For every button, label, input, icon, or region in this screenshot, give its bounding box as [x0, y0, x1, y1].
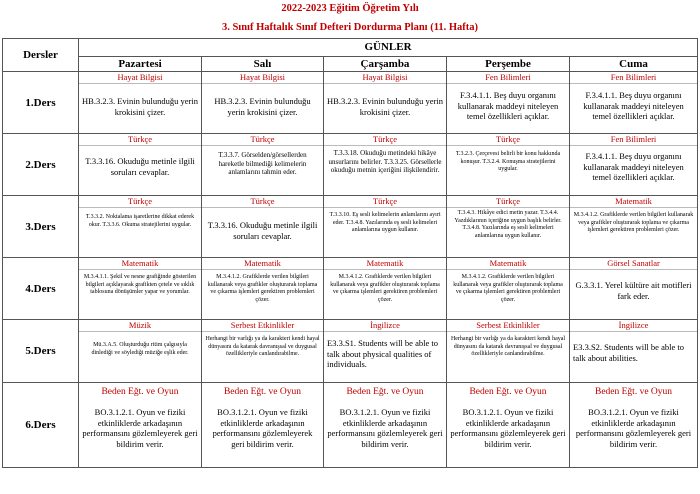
objective-text: HB.3.2.3. Evinin bulunduğu yerin krokisini çizer.: [214, 96, 311, 117]
objective-text: M.3.4.1.2. Grafiklerde verilen bilgileri kullanarak veya grafikler oluşturarak toplama ve çıkarma işlemleri gerektiren problemleri çözer.: [207, 274, 318, 303]
subject-label: Görsel Sanatlar: [570, 258, 697, 270]
plan-cell: [79, 320, 202, 383]
row-label: 4.Ders: [3, 258, 79, 320]
subject-label: Beden Eğt. ve Oyun: [346, 387, 424, 397]
subject-label: Matematik: [447, 258, 569, 270]
subject-label: Matematik: [324, 258, 446, 270]
objective-text: HB.3.2.3. Evinin bulunduğu yerin krokisini çizer.: [327, 96, 443, 117]
row-label: 5.Ders: [3, 320, 79, 383]
objective-text: Herhangi bir varlığı ya da karakteri kendi hayal dünyasını da katarak davranışsal ve duygusal özellikleriyle canlandırabilme.: [450, 336, 566, 357]
objective-text: T.3.3.7. Görselden/görsellerden hareketle bilmediği kelimelerin anlamlarını tahmin eder.: [218, 151, 307, 176]
subject-label: Müzik: [79, 320, 201, 332]
plan-cell: [324, 383, 447, 468]
plan-cell: [447, 72, 570, 134]
subject-label: Fen Bilimleri: [570, 134, 697, 146]
subject-label: Beden Eğt. ve Oyun: [101, 387, 179, 397]
subject-label: Hayat Bilgisi: [79, 72, 201, 84]
objective-text: M.3.4.1.2. Grafiklerde verilen bilgileri kullanarak veya grafikler oluşturarak toplama ve çıkarma işlemleri gerektiren problemleri çözer.: [453, 274, 563, 303]
day-header-cuma: Cuma: [570, 57, 698, 72]
table-row: [3, 196, 698, 258]
objective-text: G.3.3.1. Yerel kültüre ait motifleri fark eder.: [575, 280, 692, 301]
plan-cell: [202, 383, 324, 468]
objective-text: T.3.3.10. Eş sesli kelimelerin anlamlarını ayırt eder. T.3.4.8. Yazılarında eş sesli kelimeleri anlamlarına uygun kullanır.: [329, 212, 441, 233]
plan-cell: [79, 72, 202, 134]
plan-cell: [79, 383, 202, 468]
plan-cell: [202, 320, 324, 383]
objective-text: Mü.3.A.5. Oluşturduğu ritim çalgısıyla dinlediği ve söylediği müziğe eşlik eder.: [91, 342, 189, 356]
table-row: [3, 258, 698, 320]
objective-text: F.3.4.1.1. Beş duyu organını kullanarak maddeyi niteleyen temel özellikleri açıklar.: [457, 90, 559, 121]
subject-label: Türkçe: [447, 196, 569, 208]
plan-cell: [324, 258, 447, 320]
plan-cell: [79, 258, 202, 320]
plan-cell: [79, 134, 202, 196]
subject-label: Matematik: [570, 196, 697, 208]
objective-text: E3.3.S2. Students will be able to talk about abilities.: [573, 342, 684, 363]
subject-label: Türkçe: [202, 196, 323, 208]
subject-label: Türkçe: [202, 134, 323, 146]
weekly-plan-table: [2, 38, 698, 468]
row-label: 3.Ders: [3, 196, 79, 258]
subject-label: Fen Bilimleri: [570, 72, 697, 84]
plan-cell: [202, 72, 324, 134]
objective-text: M.3.4.1.2. Grafiklerde verilen bilgileri kullanarak veya grafikler oluşturarak toplama ve çıkarma işlemleri gerektiren problemleri çözer.: [330, 274, 440, 303]
table-row: [3, 383, 698, 468]
subject-label: Hayat Bilgisi: [324, 72, 446, 84]
objective-text: BO.3.1.2.1. Oyun ve fiziki etkinliklerde arkadaşının performansını gözlemleyerek geri bildirim verir.: [212, 407, 313, 449]
plan-cell: [202, 134, 324, 196]
subject-label: Matematik: [79, 258, 201, 270]
subject-label: Türkçe: [324, 196, 446, 208]
subject-label: Fen Bilimleri: [447, 72, 569, 84]
dersler-header: Dersler: [3, 39, 79, 72]
day-header-sali: Salı: [202, 57, 324, 72]
objective-text: F.3.4.1.1. Beş duyu organını kullanarak maddeyi niteleyen temel özellikleri açıklar.: [583, 151, 684, 182]
objective-text: BO.3.1.2.1. Oyun ve fiziki etkinliklerde arkadaşının performansını gözlemleyerek geri bildirim verir.: [450, 407, 566, 449]
subject-label: Beden Eğt. ve Oyun: [469, 387, 547, 397]
plan-cell: [447, 320, 570, 383]
objective-text: BO.3.1.2.1. Oyun ve fiziki etkinliklerde arkadaşının performansını gözlemleyerek geri bildirim verir.: [575, 407, 692, 449]
row-label: 1.Ders: [3, 72, 79, 134]
plan-cell: [324, 134, 447, 196]
plan-cell: [324, 72, 447, 134]
gunler-header: GÜNLER: [79, 39, 698, 57]
table-row: [3, 134, 698, 196]
plan-cell: [324, 320, 447, 383]
objective-text: BO.3.1.2.1. Oyun ve fiziki etkinliklerde arkadaşının performansını gözlemleyerek geri bildirim verir.: [327, 407, 443, 449]
row-label: 2.Ders: [3, 134, 79, 196]
plan-cell: [570, 134, 698, 196]
objective-text: T.3.2.3. Çerçevesi belirli bir konu hakkında konuşur. T.3.2.4. Konuşma stratejilerini uygular.: [455, 151, 561, 172]
subject-label: Matematik: [202, 258, 323, 270]
objective-text: M.3.4.1.1. Şekil ve nesne grafiğinde gösterilen bilgileri açıklayarak grafikten çetele ve sıklık tablosuna dönüşümler yapar ve yorumlar.: [83, 274, 197, 295]
objective-text: T.3.4.3. Hikâye edici metin yazar. T.3.4.4. Yazdıklarının içeriğine uygun başlık belirler. T.3.4.8. Yazılarında eş sesli kelimeleri anlamlarına uygun kullanır.: [454, 210, 562, 239]
table-row: [3, 320, 698, 383]
day-header-persembe: Perşembe: [447, 57, 570, 72]
subject-label: Serbest Etkinlikler: [202, 320, 323, 332]
plan-cell: [570, 320, 698, 383]
plan-cell: [79, 196, 202, 258]
plan-cell: [570, 196, 698, 258]
day-header-pazartesi: Pazartesi: [79, 57, 202, 72]
subject-label: İngilizce: [324, 320, 446, 332]
objective-text: T.3.3.2. Noktalama işaretlerine dikkat ederek okur. T.3.3.6. Okuma stratejilerini uygular.: [85, 214, 195, 228]
plan-cell: [202, 258, 324, 320]
objective-text: M.3.4.1.2. Grafiklerde verilen bilgileri kullanarak veya grafikler oluşturarak toplama ve çıkarma işlemleri gerektiren problemleri çözer.: [573, 212, 694, 233]
plan-cell: [570, 383, 698, 468]
objective-text: T.3.3.16. Okuduğu metinle ilgili soruları cevaplar.: [207, 220, 318, 241]
plan-cell: [570, 72, 698, 134]
row-label: 6.Ders: [3, 383, 79, 468]
table-row: [3, 72, 698, 134]
subject-label: Türkçe: [324, 134, 446, 146]
document-subtitle: 3. Sınıf Haftalık Sınıf Defteri Dordurma Planı (11. Hafta): [221, 22, 479, 33]
subject-label: Beden Eğt. ve Oyun: [223, 387, 302, 397]
day-header-carsamba: Çarşamba: [324, 57, 447, 72]
plan-cell: [570, 258, 698, 320]
subject-label: Türkçe: [79, 196, 201, 208]
plan-cell: [447, 196, 570, 258]
objective-text: BO.3.1.2.1. Oyun ve fiziki etkinliklerde arkadaşının performansını gözlemleyerek geri bildirim verir.: [82, 407, 198, 449]
objective-text: T.3.3.18. Okuduğu metindeki hikâye unsurlarını belirler. T.3.3.25. Görsellerle okuduğu metnin içeriğini ilişkilendirir.: [328, 149, 442, 174]
subject-label: Serbest Etkinlikler: [447, 320, 569, 332]
plan-cell: [324, 196, 447, 258]
objective-text: T.3.3.16. Okuduğu metinle ilgili soruları cevaplar.: [85, 156, 195, 177]
objective-text: HB.3.2.3. Evinin bulunduğu yerin krokisini çizer.: [82, 96, 198, 117]
objective-text: Herhangi bir varlığı ya da karakteri kendi hayal dünyasını da katarak davranışsal ve duygusal özellikleriyle canlandırabilme.: [205, 336, 320, 357]
subject-label: Türkçe: [79, 134, 201, 146]
document-title: 2022-2023 Eğitim Öğretim Yılı: [281, 3, 419, 14]
plan-cell: [447, 134, 570, 196]
objective-text: E3.3.S1. Students will be able to talk about physical qualities of individuals.: [327, 338, 438, 369]
plan-cell: [447, 383, 570, 468]
subject-label: Hayat Bilgisi: [202, 72, 323, 84]
objective-text: F.3.4.1.1. Beş duyu organını kullanarak maddeyi niteleyen temel özellikleri açıklar.: [583, 90, 684, 121]
plan-cell: [202, 196, 324, 258]
plan-cell: [447, 258, 570, 320]
subject-label: İngilizce: [570, 320, 697, 332]
subject-label: Beden Eğt. ve Oyun: [594, 387, 673, 397]
subject-label: Türkçe: [447, 134, 569, 146]
